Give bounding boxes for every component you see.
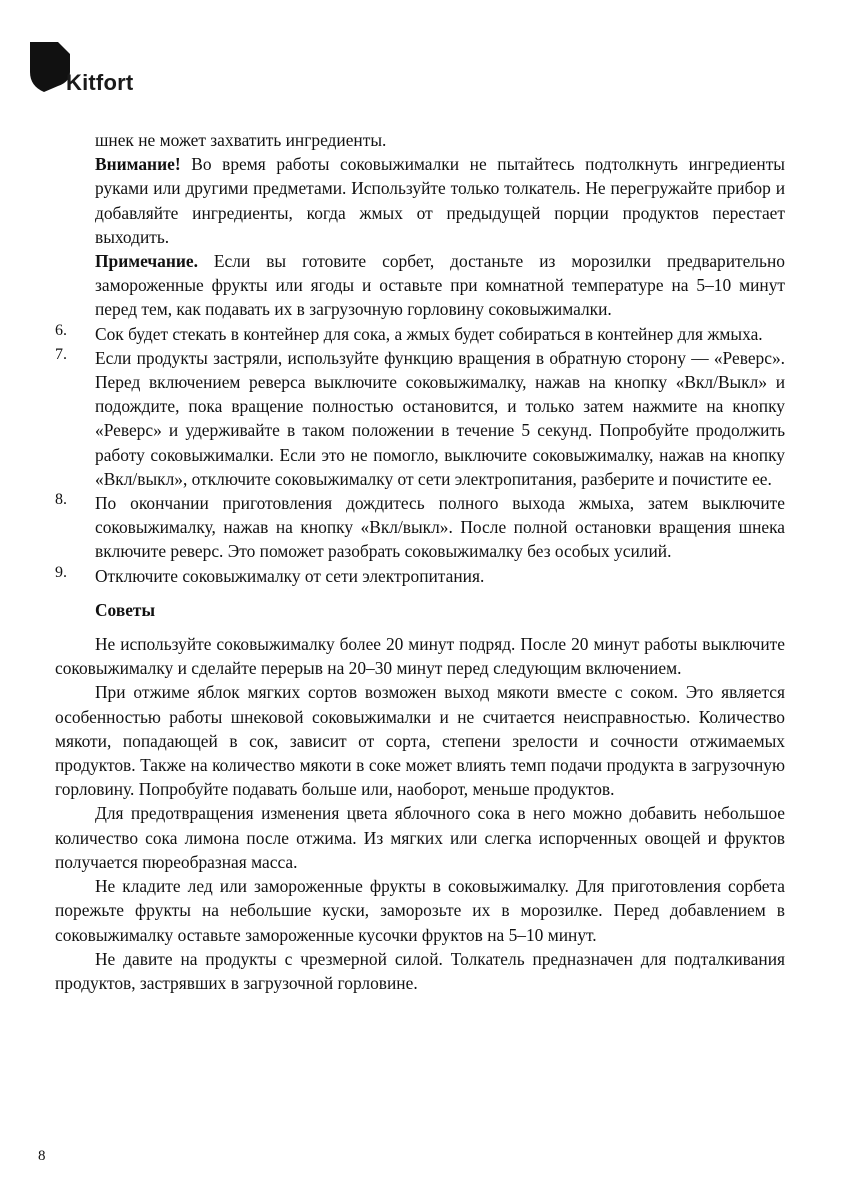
list-item-text: По окончании приготовления дождитесь полного выхода жмыха, затем выключите соковыжималку, нажав на кнопку «Вкл/выкл». После полной остановки вращения шнека включите реверс. Это поможет разобрать соковыжималку без особых усилий.: [95, 493, 785, 562]
page-number: 8: [38, 1148, 46, 1164]
note-paragraph: [55, 249, 785, 322]
list-item-text: Отключите соковыжималку от сети электропитания.: [95, 565, 485, 586]
list-item: [55, 564, 785, 588]
list-item-number: 6.: [55, 321, 67, 339]
list-item: [55, 491, 785, 564]
tips-heading: Советы: [95, 599, 156, 620]
brand-logo-icon: [30, 42, 70, 92]
list-item-text: Сок будет стекать в контейнер для сока, а жмых будет собираться в контейнер для жмыха.: [95, 323, 763, 344]
list-item-number: 8.: [55, 491, 67, 509]
tip-paragraph: Не кладите лед или замороженные фрукты в соковыжималку. Для приготовления сорбета порежьте фрукты на небольшие куски, заморозьте их в морозилке. Перед добавлением в соковыжималку оставьте замороженные кусочки фруктов на 5–10 минут.: [55, 876, 785, 945]
continuation-text: шнек не может захватить ингредиенты.: [95, 130, 387, 150]
page-content: [55, 128, 785, 995]
list-item-text: Если продукты застряли, используйте функцию вращения в обратную сторону — «Реверс». Перед включением реверса выключите соковыжималку, нажав на кнопку «Вкл/Выкл» и подождите, пока вращение полностью остановится, и только затем нажмите на кнопку «Реверс» и удерживайте в таком положении в течение 5 секунд. Попробуйте продолжить работу соковыжималки. Если это не помогло, выключите соковыжималку, нажав на кнопку «Вкл/выкл», отключите соковыжималку от сети электропитания, разберите и почистите ее.: [95, 347, 785, 489]
brand-name: Kitfort: [66, 70, 134, 95]
warning-paragraph: [55, 152, 785, 249]
tip-paragraph: Не давите на продукты с чрезмерной силой. Толкатель предназначен для подталкивания продуктов, застрявших в загрузочной горловине.: [55, 948, 785, 993]
list-item: [55, 322, 785, 346]
list-item-number: 9.: [55, 563, 67, 581]
tip-paragraph: Для предотвращения изменения цвета яблочного сока в него можно добавить небольшое количество сока лимона после отжима. Из мягких или слегка испорченных овощей и фруктов получается пюреобразная масса.: [55, 803, 785, 872]
note-text: Если вы готовите сорбет, достаньте из морозилки предварительно замороженные фрукты или ягоды и оставьте при комнатной температуре на 5–10 минут перед тем, как подавать их в загрузочную горловину соковыжималки.: [95, 251, 785, 320]
note-label: Примечание.: [95, 251, 198, 272]
list-item: [55, 346, 785, 491]
warning-text: Во время работы соковыжималки не пытайтесь подтолкнуть ингредиенты руками или другими предметами. Используйте только толкатель. Не перегружайте прибор и добавляйте ингредиенты, когда жмых от предыдущей порции продуктов перестает выходить.: [95, 154, 785, 247]
tip-paragraph: При отжиме яблок мягких сортов возможен выход мякоти вместе с соком. Это является особенностью работы шнековой соковыжималки и не считается неисправностью. Количество мякоти, попадающей в сок, зависит от сорта, степени зрелости и сочности отжимаемых продуктов. Также на количество мякоти в соке может влиять темп подачи продукта в загрузочную горловину. Попробуйте подавать больше или, наоборот, меньше продуктов.: [55, 682, 785, 800]
brand-logo: [30, 42, 134, 97]
list-item-number: 7.: [55, 345, 67, 363]
tip-paragraph: Не используйте соковыжималку более 20 минут подряд. После 20 минут работы выключите соковыжималку и сделайте перерыв на 20–30 минут перед следующим включением.: [55, 634, 785, 679]
warning-label: Внимание!: [95, 154, 181, 175]
